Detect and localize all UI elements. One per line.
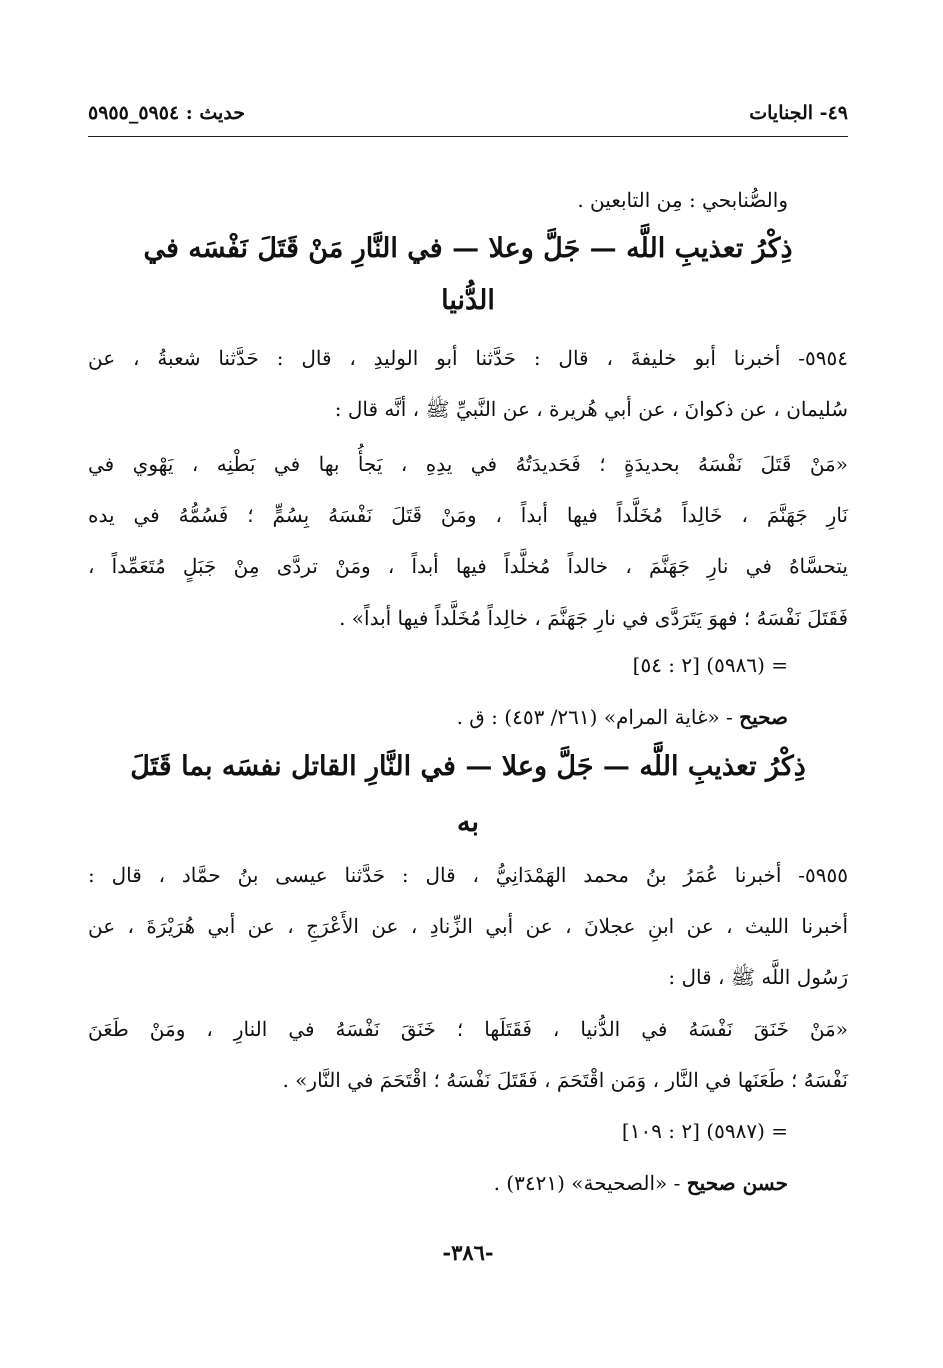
hadith-5954-reference: = (٥٩٨٦) [٢ : ٥٤]: [632, 653, 788, 677]
page-number: -٣٨٦-: [442, 1240, 494, 1265]
hadith-5954-matn: نَارِ جَهَنَّمَ ، خَالِداً مُخَلَّداً فيها أبداً ، ومَنْ قَتَلَ نَفْسَهُ بِسُمٍّ ؛ فَسُمُّهُ في يده: [88, 503, 848, 527]
book-page: [88, 0, 848, 1368]
chapter-title: ٤٩- الجنايات: [749, 102, 848, 124]
running-header: [88, 96, 848, 130]
hadith-5954-isnad: سُليمان ، عن ذكوانَ ، عن أبي هُريرة ، عن النَّبيِّ ﷺ ، أنَّه قال :: [334, 397, 848, 421]
grade-label: صحيح: [739, 705, 788, 729]
hadith-5954-grade: [88, 697, 788, 737]
hadith-5955-isnad: أخبرنا الليث ، عن ابنِ عجلانَ ، عن أبي الزِّنادِ ، عن الأَعْرَجِ ، عن أبي هُرَيْرَةَ ، عن: [88, 914, 848, 938]
hadith-5955-reference: = (٥٩٨٧) [٢ : ١٠٩]: [621, 1119, 788, 1143]
hadith-5954-matn: فَقَتَلَ نَفْسَهُ ؛ فهوَ يَتَرَدَّى في نارِ جَهَنَّمَ ، خالِداً مُخَلَّداً فيها أبداً» .: [339, 606, 848, 630]
hadith-5955-grade: [88, 1163, 788, 1203]
section-heading-continued: الدُّنيا: [441, 285, 495, 316]
hadith-5954-matn: «مَنْ قَتَلَ نَفْسَهُ بحديدَةٍ ؛ فَحَديدَتُهُ في يدِهِ ، يَجأُ بها في بَطْنِه ، يَهْوي في: [88, 452, 848, 476]
grade-label: حسن صحيح: [686, 1171, 788, 1195]
grade-source: - «الصحيحة» (٣٤٢١) .: [493, 1171, 687, 1195]
hadith-5954-matn: يتحسَّاهُ في نارِ جَهَنَّمَ ، خالداً مُخلَّداً فيها أبداً ، ومَنْ تردَّى مِنْ جَبَلٍ مُتَعَمِّداً ،: [88, 554, 848, 578]
hadith-5955-isnad: ٥٩٥٥- أخبرنا عُمَرُ بنُ محمد الهَمْدَانِيُّ ، قال : حَدَّثنا عيسى بنُ حمَّاد ، قال :: [88, 863, 848, 887]
section-heading: ذِكْرُ تعذيبِ اللَّه — جَلَّ وعلا — في النَّارِ مَنْ قَتَلَ نَفْسَه في: [143, 233, 793, 264]
hadith-range: حديث : ٥٩٥٤_٥٩٥٥: [88, 102, 246, 124]
section-heading: ذِكْرُ تعذيبِ اللَّه — جَلَّ وعلا — في النَّارِ القاتل نفسَه بما قَتَلَ: [130, 751, 806, 782]
section-heading-continued: به: [457, 807, 479, 838]
text-line: والصُّنابحي : مِن التابعين .: [577, 188, 788, 212]
hadith-5954-isnad: ٥٩٥٤- أخبرنا أبو خليفةَ ، قال : حَدَّثنا أبو الوليدِ ، قال : حَدَّثنا شعبةُ ، عن: [88, 346, 848, 370]
hadith-5955-isnad: رَسُول اللَّه ﷺ ، قال :: [668, 965, 848, 989]
hadith-5955-matn: «مَنْ خَنَقَ نَفْسَهُ في الدُّنيا ، فَقَتَلَها ؛ خَنَقَ نَفْسَهُ في النارِ ، ومَنْ طَعَنَ: [88, 1017, 848, 1041]
header-divider: [88, 136, 848, 137]
hadith-5955-matn: نَفْسَهُ ؛ طَعَنَها في النَّار ، وَمَن اقْتَحَمَ ، فَقَتَلَ نَفْسَهُ ؛ اقْتَحَمَ في النَّار» .: [282, 1068, 848, 1092]
grade-source: - «غاية المرام» (٢٦١/ ٤٥٣) : ق .: [456, 705, 740, 729]
